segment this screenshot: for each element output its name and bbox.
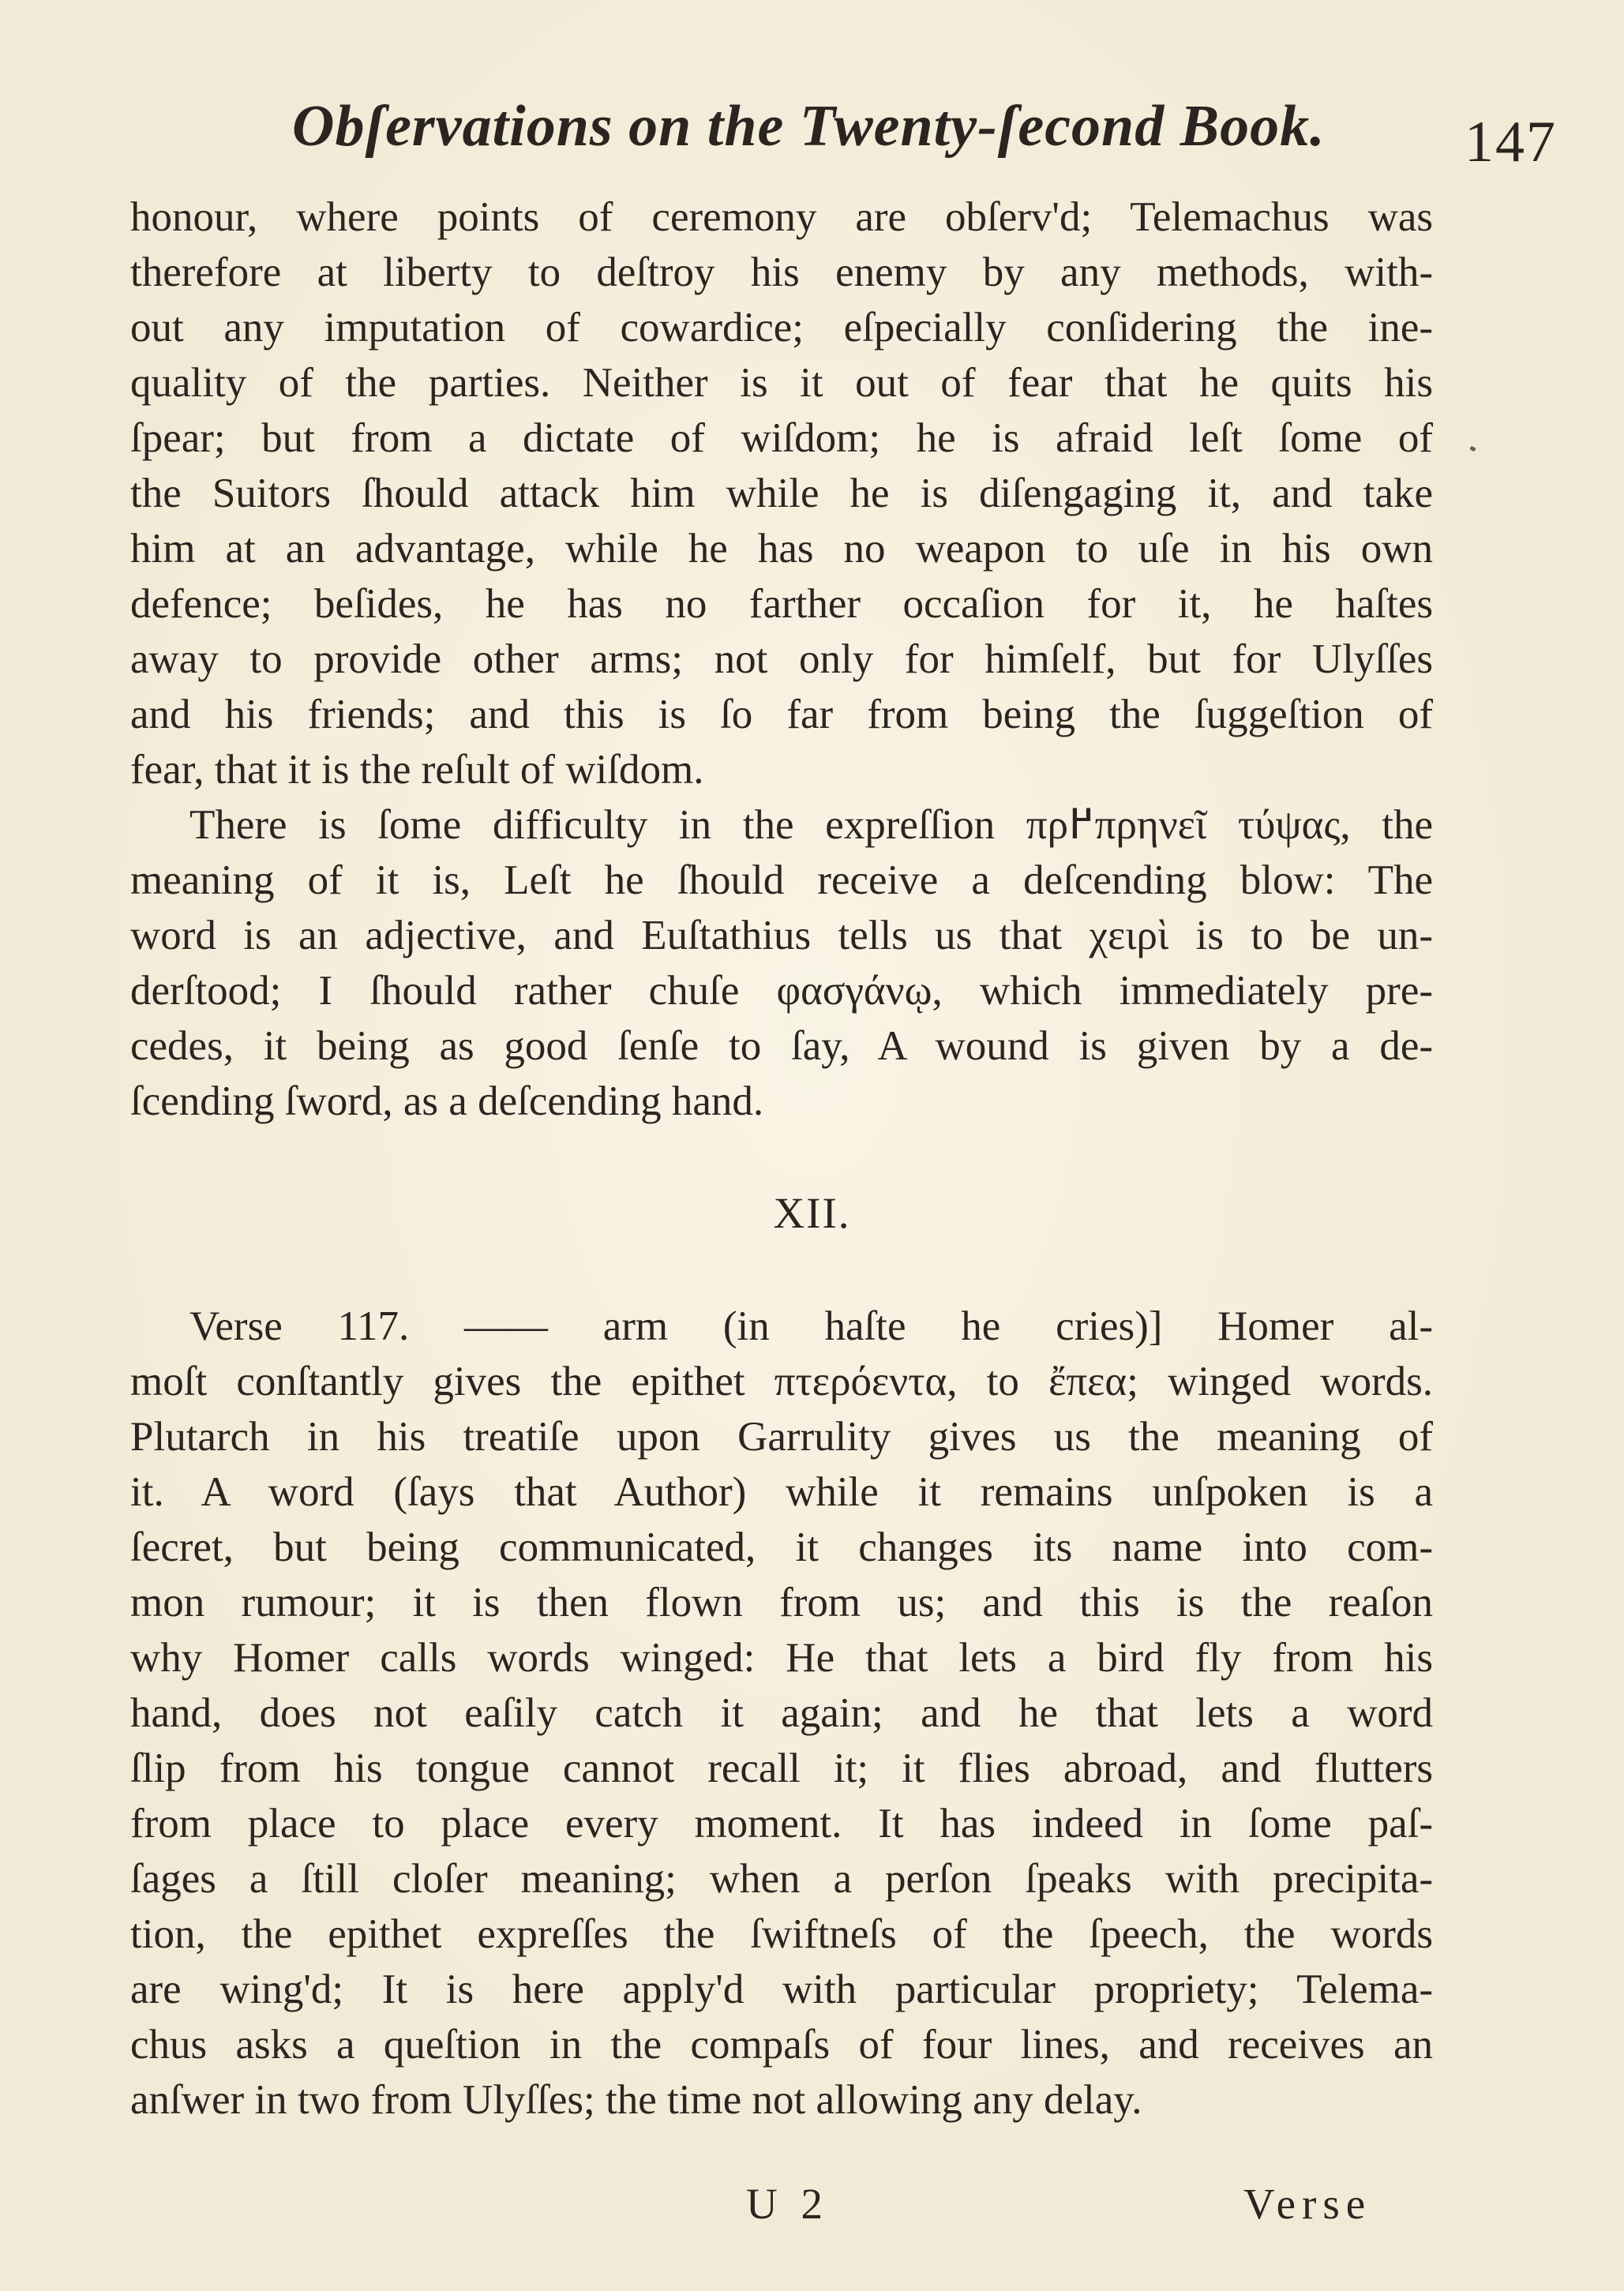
text-line: him at an advantage, while he has no weapon to uſe in his own xyxy=(130,526,1433,572)
text-line: out any imputation of cowardice; eſpecially conſidering the ine- xyxy=(130,305,1433,351)
section-heading: XII. xyxy=(773,1189,851,1237)
text-line: why Homer calls words winged: He that lets a bird fly from his xyxy=(130,1635,1433,1681)
text-line: tion, the epithet expreſſes the ſwiftneſs of the ſpeech, the words xyxy=(130,1911,1433,1957)
text-line: quality of the parties. Neither is it out of fear that he quits his xyxy=(130,360,1433,406)
text-line: ſcending ſword, as a deſcending hand. xyxy=(130,1078,764,1124)
text-line: chus asks a queſtion in the compaſs of four lines, and receives an xyxy=(130,2022,1433,2068)
text-line: cedes, it being as good ſenſe to ſay, A wound is given by a de- xyxy=(130,1023,1433,1069)
text-line: There is ſome difficulty in the expreſſion πρ߂πρηνεῖ τύψας, the xyxy=(189,802,1434,848)
text-line: Plutarch in his treatiſe upon Garrulity gives us the meaning of xyxy=(130,1414,1433,1460)
text-line: it. A word (ſays that Author) while it remains unſpoken is a xyxy=(130,1469,1433,1515)
text-line: and his friends; and this is ſo far from being the ſuggeſtion of xyxy=(130,692,1433,737)
signature-mark: U 2 xyxy=(746,2180,829,2228)
text-line: are wing'd; It is here apply'd with particular propriety; Telema- xyxy=(130,1967,1433,2012)
text-line: mon rumour; it is then flown from us; and this is the reaſon xyxy=(130,1580,1433,1625)
ink-speck xyxy=(1469,446,1476,452)
text-line: honour, where points of ceremony are obſerv'd; Telemachus was xyxy=(130,194,1433,240)
text-line: therefore at liberty to deſtroy his enemy by any methods, with- xyxy=(130,249,1433,295)
text-line: ſages a ſtill cloſer meaning; when a perſon ſpeaks with precipita- xyxy=(130,1856,1433,1902)
text-line: away to provide other arms; not only for himſelf, but for Ulyſſes xyxy=(130,636,1433,682)
text-line: from place to place every moment. It has indeed in ſome paſ- xyxy=(130,1801,1433,1847)
text-line: derſtood; I ſhould rather chuſe φασγάνῳ, which immediately pre- xyxy=(130,968,1433,1014)
text-line: moſt conſtantly gives the epithet πτερόεντα, to ἔπεα; winged words. xyxy=(130,1359,1433,1404)
text-line: ſecret, but being communicated, it changes its name into com- xyxy=(130,1524,1433,1570)
text-line: word is an adjective, and Euſtathius tells us that χειρὶ is to be un- xyxy=(130,913,1433,958)
text-line: ſlip from his tongue cannot recall it; it flies abroad, and flutters xyxy=(130,1745,1433,1791)
text-line: anſwer in two from Ulyſſes; the time not allowing any delay. xyxy=(130,2077,1142,2123)
text-line: hand, does not eaſily catch it again; and he that lets a word xyxy=(130,1690,1433,1736)
text-line: the Suitors ſhould attack him while he is diſengaging it, and take xyxy=(130,471,1433,516)
text-line: ſpear; but from a dictate of wiſdom; he is afraid leſt ſome of xyxy=(130,415,1433,461)
text-line: defence; beſides, he has no farther occaſion for it, he haſtes xyxy=(130,581,1433,627)
text-line: fear, that it is the reſult of wiſdom. xyxy=(130,747,704,793)
text-line: Verse 117. —— arm (in haſte he cries)] Homer al- xyxy=(189,1303,1433,1349)
catchword: Verse xyxy=(1243,2180,1372,2228)
running-title: Obſervations on the Twenty-ſecond Book. xyxy=(292,94,1326,159)
text-line: meaning of it is, Leſt he ſhould receive a deſcending blow: The xyxy=(130,857,1433,903)
page-number: 147 xyxy=(1465,110,1557,174)
